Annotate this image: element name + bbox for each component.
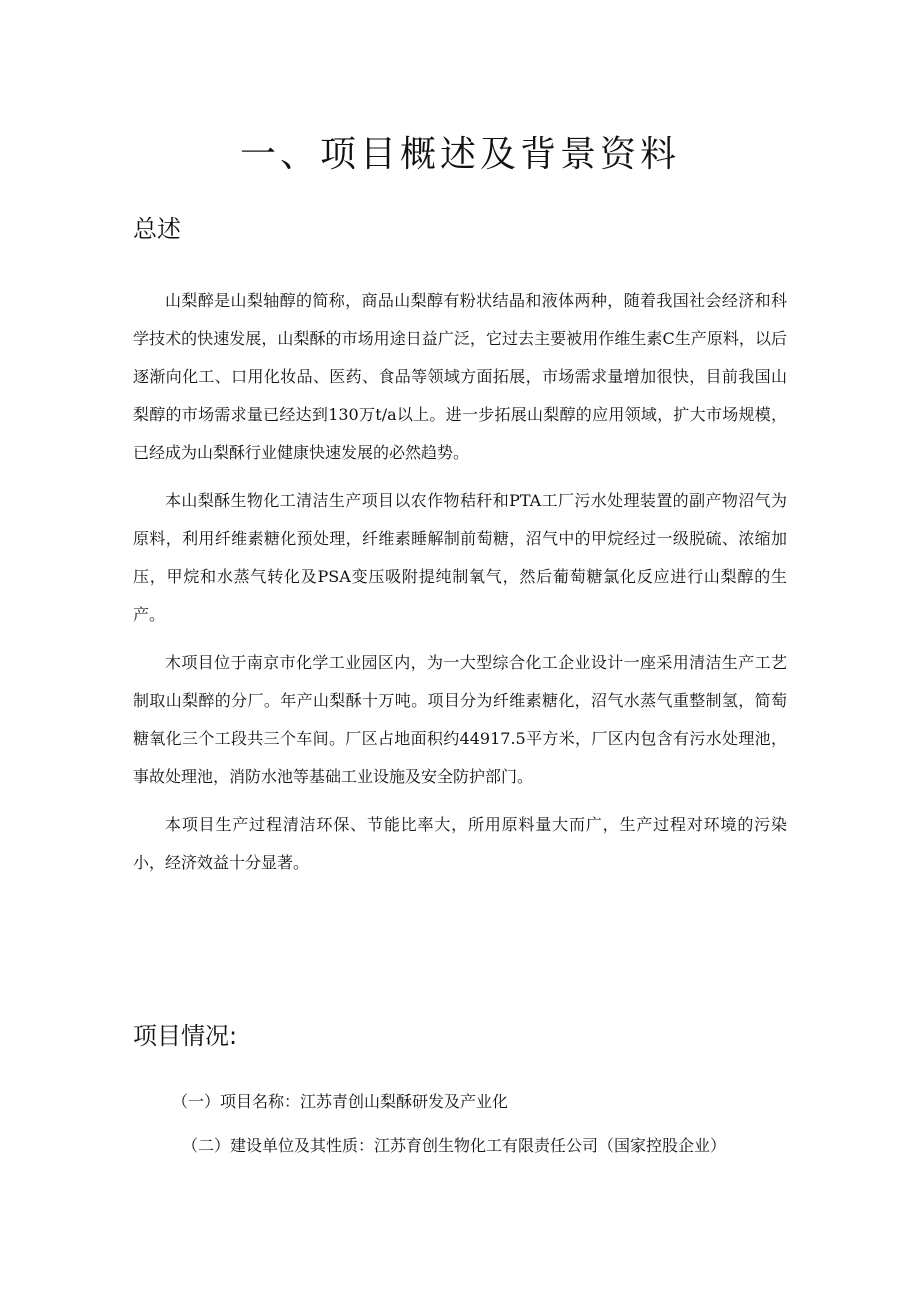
project-item-name: （一）项目名称：江苏青创山梨酥研发及产业化 [172, 1092, 509, 1111]
overview-paragraph: 本项目生产过程清洁环保、节能比率大，所用原料量大而广，生产过程对环境的污染小，经济效益十分显著。 [133, 815, 787, 872]
overview-paragraph: 本山梨酥生物化工清洁生产项目以农作物秸秆和PTA工厂污水处理装置的副产物沼气为原料，利用纤维素糖化预处理，纤维素睡解制前萄糖，沼气中的甲烷经过一级脱硫、浓缩加压，甲烷和水蒸气转化及PSA变压吸附提纯制氧气，然后葡萄糖氯化反应进行山梨醇的生产。 [133, 491, 787, 624]
project-item-builder: （二）建设单位及其性质：江苏育创生物化工有限责任公司（国家控股企业） [182, 1136, 727, 1155]
section-heading-project: 项目情况: [133, 1022, 238, 1050]
overview-body [133, 282, 787, 892]
page-title: 一、项目概述及背景资料 [239, 134, 680, 175]
overview-paragraph: 山梨醉是山梨轴醇的简称，商品山梨醇有粉状结晶和液体两种，随着我国社会经济和科学技术的快速发展，山梨酥的市场用途日益广泛，它过去主要被用作维生素C生产原料，以后逐渐向化工、口用化妆品、医药、食品等领域方面拓展，市场需求量增加很快，目前我国山梨醇的市场需求量已经达到130万t/a以上。进一步拓展山梨醇的应用领域，扩大市场规模，已经成为山梨酥行业健康快速发展的必然趋势。 [133, 291, 787, 462]
overview-paragraph: 木项目位于南京市化学工业园区内，为一大型综合化工企业设计一座采用清洁生产工艺制取山梨醉的分厂。年产山梨酥十万吨。项目分为纤维素糖化，沼气水蒸气重整制氢，简萄糖氧化三个工段共三个车间。厂区占地面积约44917.5平方米，厂区内包含有污水处理池，事故处理池，消防水池等基础工业设施及安全防护部门。 [133, 653, 787, 786]
section-heading-overview: 总述 [133, 215, 181, 243]
